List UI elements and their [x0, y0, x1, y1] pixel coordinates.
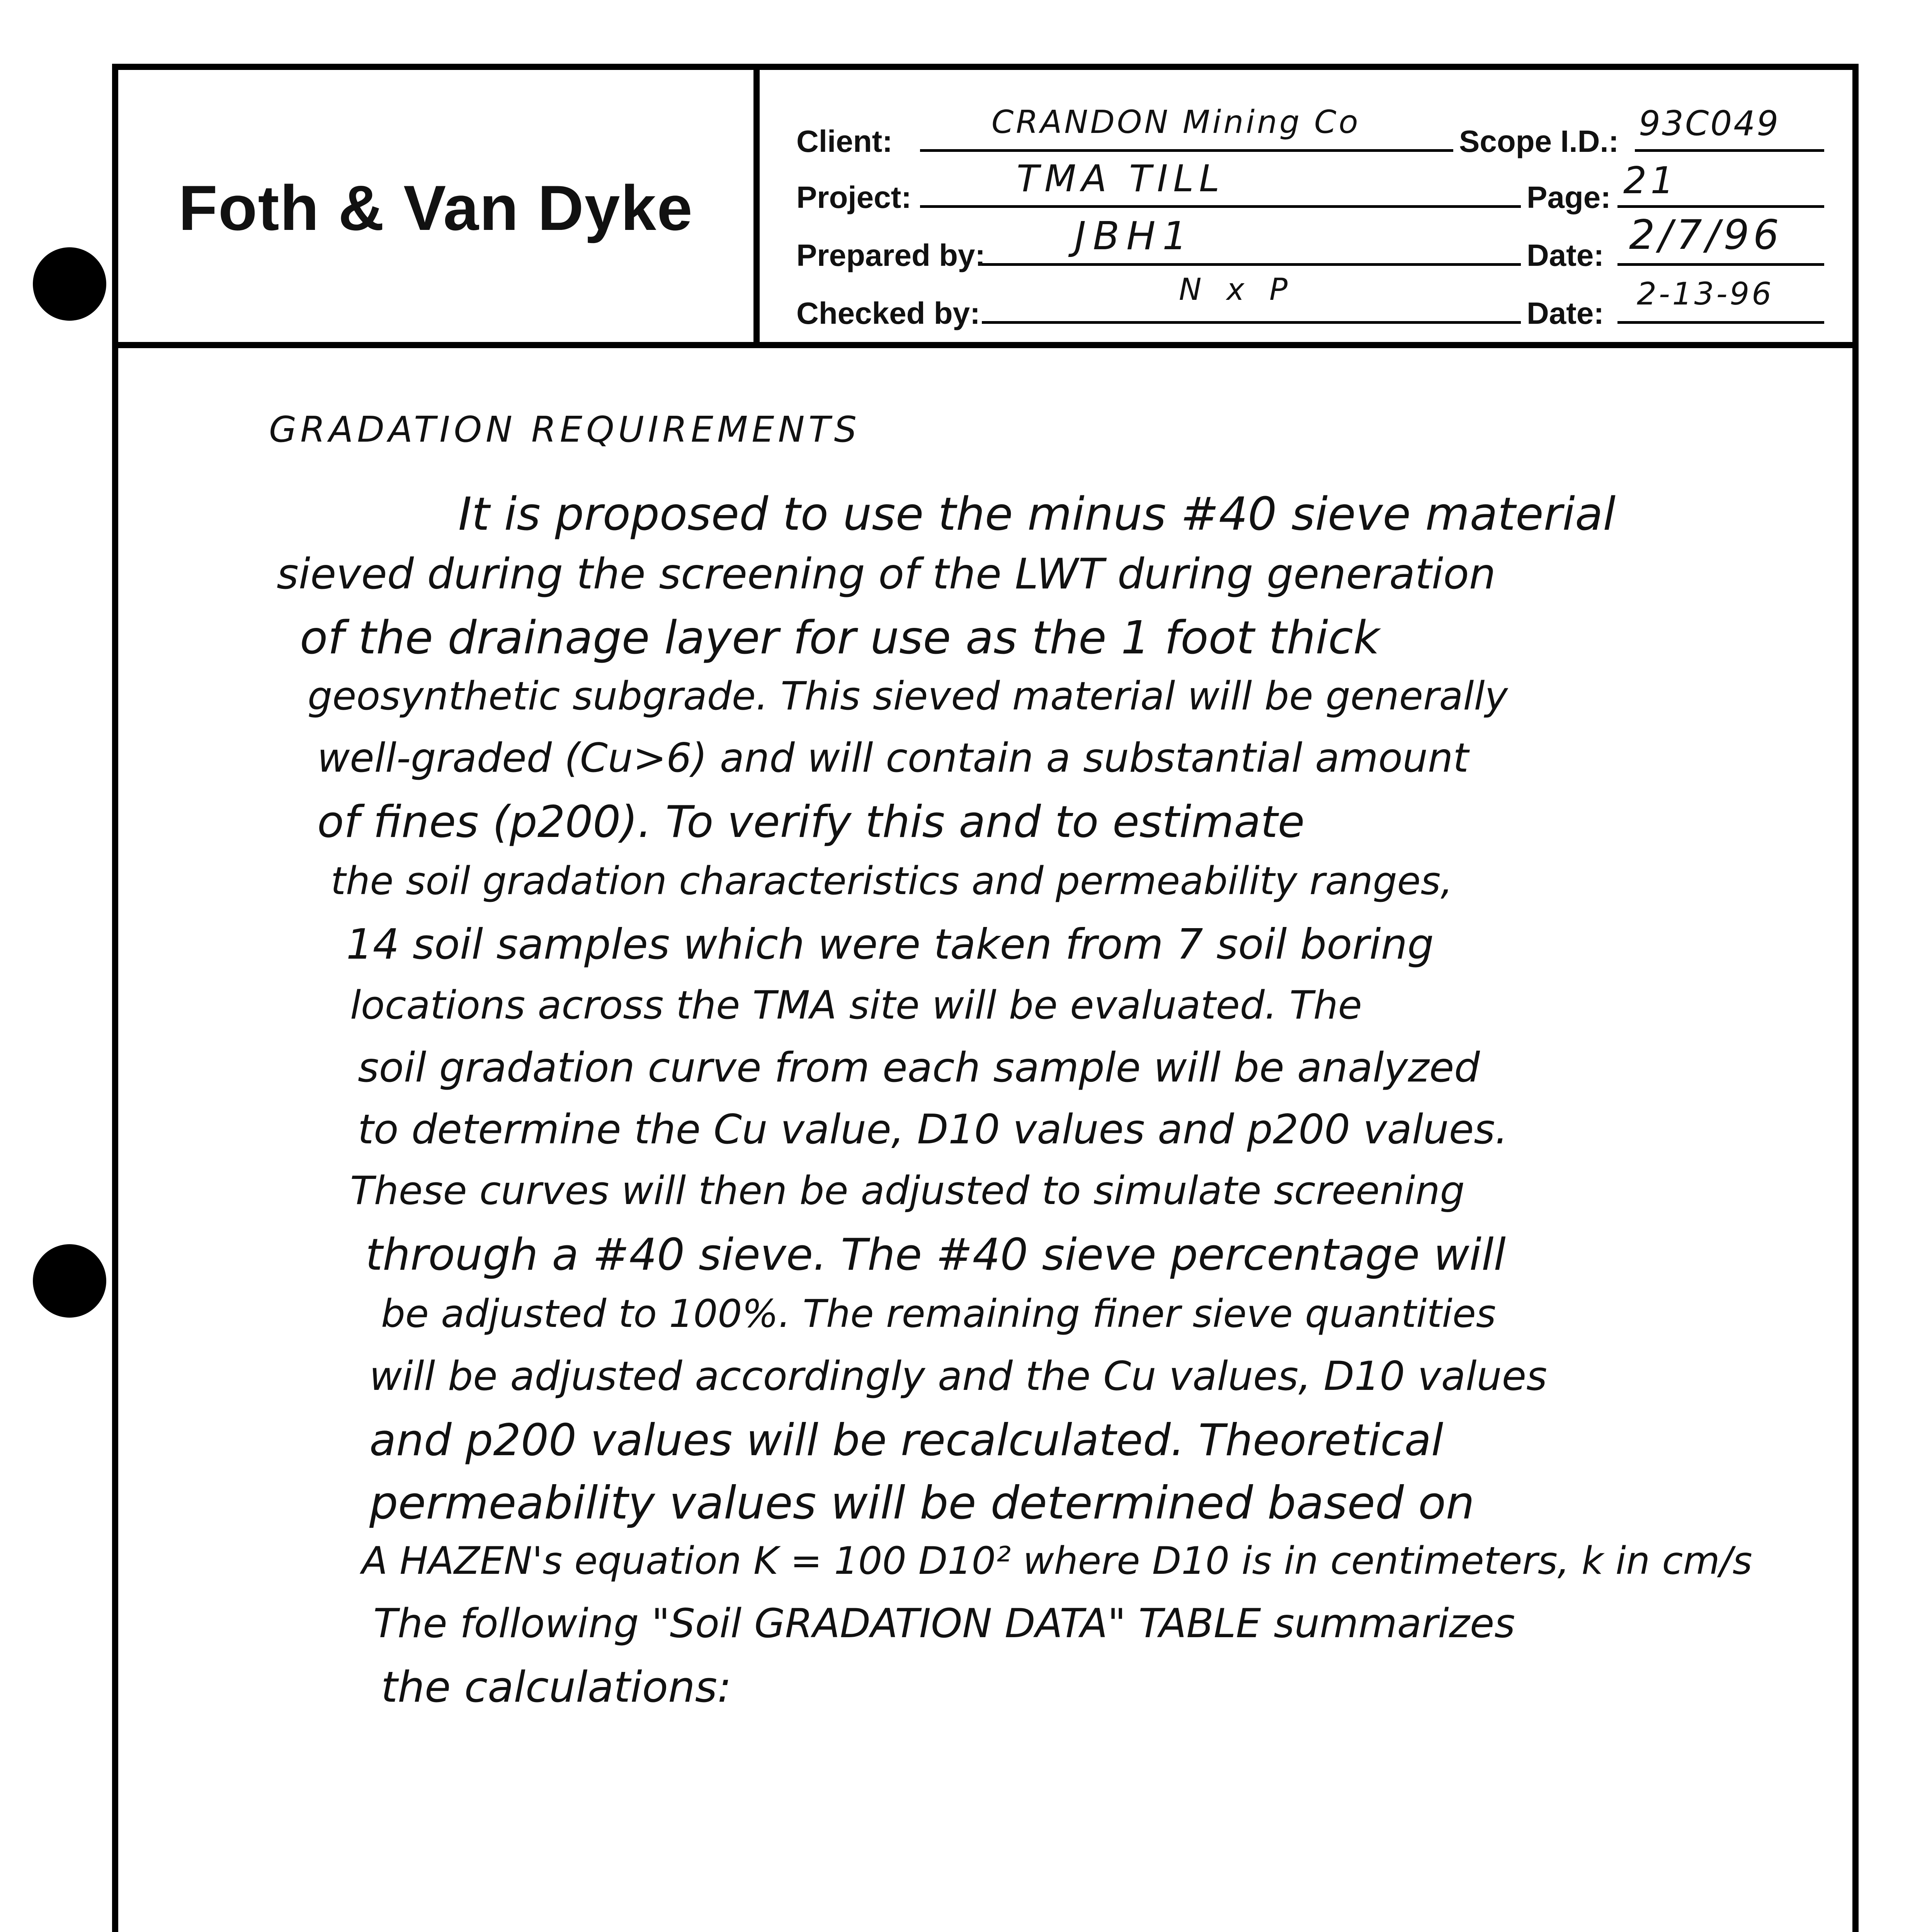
notes-line: locations across the TMA site will be evaluated. The: [350, 982, 1362, 1028]
prepared-by-value: JBH1: [1075, 213, 1194, 259]
notes-line: It is proposed to use the minus #40 sieve material: [458, 487, 1616, 541]
notes-line: well-graded (Cu>6) and will contain a substantial amount: [317, 735, 1469, 781]
notes-line: through a #40 sieve. The #40 sieve percentage will: [366, 1229, 1506, 1280]
page-label: Page:: [1527, 180, 1611, 214]
notes-line: The following "Soil GRADATION DATA" TABLE summarizes: [373, 1600, 1515, 1647]
notes-line: the soil gradation characteristics and permeability ranges,: [331, 859, 1453, 903]
notes-line: of the drainage layer for use as the 1 foot thick: [300, 611, 1380, 664]
notes-line: will be adjusted accordingly and the Cu values, D10 values: [369, 1353, 1547, 1400]
binder-hole-top: [33, 247, 106, 321]
calculation-sheet: [112, 64, 1859, 1932]
notes-line: soil gradation curve from each sample will be analyzed: [358, 1044, 1480, 1091]
notes-line: be adjusted to 100%. The remaining finer sieve quantities: [381, 1292, 1496, 1336]
notes-line: permeability values will be determined based on: [369, 1476, 1475, 1529]
checked-date-label: Date:: [1527, 296, 1604, 330]
notes-line: to determine the Cu value, D10 values and p200 values.: [358, 1106, 1508, 1153]
notes-line: A HAZEN's equation K = 100 D10² where D10 is in centimeters, k in cm/s: [362, 1539, 1752, 1583]
prepared-date-value: 2/7/96: [1629, 211, 1783, 259]
checked-by-label: Checked by:: [796, 296, 980, 330]
notes-line: and p200 values will be recalculated. Theoretical: [369, 1415, 1444, 1466]
checked-by-value: N x P: [1179, 272, 1296, 307]
project-value: TMA TILL: [1017, 158, 1225, 200]
notes-line: of fines (p200). To verify this and to estimate: [317, 796, 1305, 847]
scope-id-label: Scope I.D.:: [1459, 124, 1619, 158]
notes-line: geosynthetic subgrade. This sieved material will be generally: [308, 673, 1508, 719]
scope-id-value: 93C049: [1639, 104, 1780, 143]
checked-date-value: 2-13-96: [1637, 276, 1774, 312]
notes-heading: GRADATION REQUIREMENTS: [269, 409, 861, 450]
page-value: 21: [1623, 160, 1678, 202]
prepared-date-label: Date:: [1527, 238, 1604, 272]
notes-line: 14 soil samples which were taken from 7 soil boring: [346, 920, 1434, 969]
company-name: Foth & Van Dyke: [179, 172, 693, 243]
notes-line: sieved during the screening of the LWT during generation: [277, 549, 1496, 599]
project-label: Project:: [796, 180, 912, 214]
notes-line: the calculations:: [381, 1662, 732, 1712]
binder-hole-middle: [33, 1244, 106, 1318]
handwritten-notes: [118, 70, 1852, 1932]
client-value: CRANDON Mining Co: [992, 104, 1361, 141]
notes-line: These curves will then be adjusted to simulate screening: [350, 1168, 1465, 1213]
client-label: Client:: [796, 124, 893, 158]
prepared-by-label: Prepared by:: [796, 238, 986, 272]
